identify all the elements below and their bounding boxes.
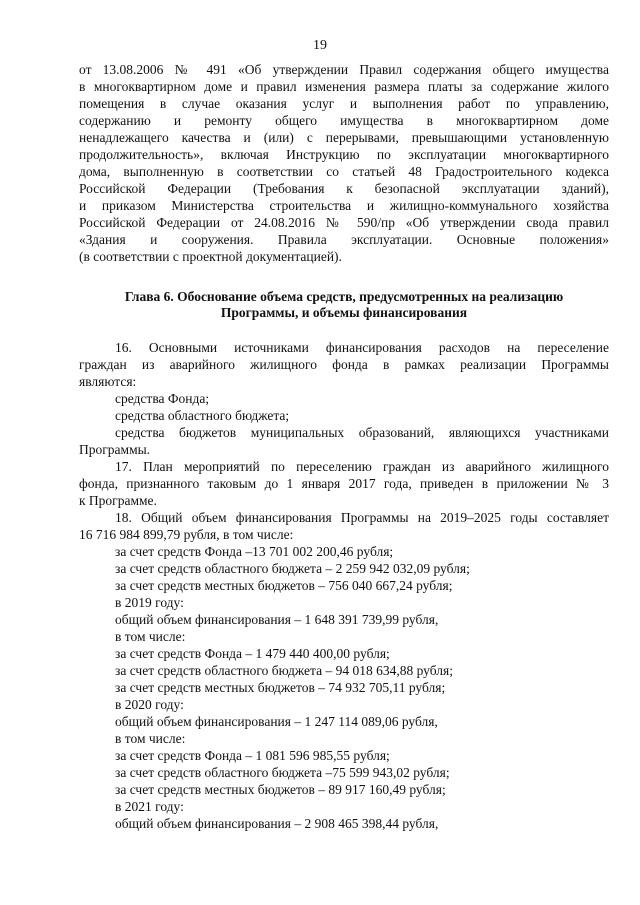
list-item: за счет средств местных бюджетов – 756 040 667,24 рубля; — [115, 578, 453, 593]
text-line: 16 716 984 899,79 рубля, в том числе: — [79, 527, 294, 542]
list-item: за счет средств местных бюджетов – 89 917 160,49 рубля; — [115, 782, 446, 797]
list-item: за счет средств областного бюджета – 94 018 634,88 рубля; — [115, 663, 453, 678]
text-line: фонда, признанного таковым до 1 января 2017 года, приведен в приложении № 3 — [79, 476, 609, 491]
list-item: средства Фонда; — [115, 391, 210, 406]
list-item: в 2021 году: — [115, 799, 184, 814]
document-body — [79, 61, 609, 832]
text-line: от 13.08.2006 № 491 «Об утверждении Правил содержания общего имущества — [79, 62, 609, 77]
list-item: за счет средств Фонда – 1 479 440 400,00 рубля; — [115, 646, 390, 661]
chapter-heading — [79, 289, 609, 321]
text-line: являются: — [79, 374, 137, 389]
chapter-heading-line: Глава 6. Обоснование объема средств, предусмотренных на реализацию — [124, 289, 564, 304]
text-line: «Здания и сооружения. Правила эксплуатации. Основные положения» — [79, 232, 609, 247]
list-item: в 2020 году: — [115, 697, 184, 712]
text-line: содержанию и ремонту общего имущества в многоквартирном доме — [79, 113, 609, 128]
text-line: 17. План мероприятий по переселению граждан из аварийного жилищного — [115, 459, 609, 474]
list-item: за счет средств Фонда –13 701 002 200,46 рубля; — [115, 544, 394, 559]
list-item: общий объем финансирования – 1 648 391 739,99 рубля, — [115, 612, 439, 627]
text-line: 16. Основными источниками финансирования расходов на переселение — [115, 340, 609, 355]
text-line: и приказом Министерства строительства и жилищно-коммунального хозяйства — [79, 198, 609, 213]
list-item: средства областного бюджета; — [115, 408, 290, 423]
text-line: дома, выполненную в соответствии со статьей 48 Градостроительного кодекса — [79, 164, 609, 179]
text-line: в многоквартирном доме и правил изменения размера платы за содержание жилого — [79, 79, 609, 94]
text-line: 18. Общий объем финансирования Программы на 2019–2025 годы составляет — [115, 510, 609, 525]
text-line: продолжительность», включая Инструкцию по эксплуатации многоквартирного — [79, 147, 609, 162]
text-line: к Программе. — [79, 493, 157, 508]
list-item: средства бюджетов муниципальных образований, являющихся участниками — [115, 425, 609, 440]
text-line: (в соответствии с проектной документацией). — [79, 249, 342, 264]
list-item: за счет средств Фонда – 1 081 596 985,55 рубля; — [115, 748, 390, 763]
text-line: Российской Федерации (Требования к безопасной эксплуатации зданий), — [79, 181, 609, 196]
list-item: за счет средств областного бюджета – 2 259 942 032,09 рубля; — [115, 561, 470, 576]
text-line: ненадлежащего качества и (или) с перерывами, превышающими установленную — [79, 130, 609, 145]
text-line: Программы. — [79, 442, 151, 457]
text-line: граждан из аварийного жилищного фонда в рамках реализации Программы — [79, 357, 609, 372]
list-item: общий объем финансирования – 1 247 114 089,06 рубля, — [115, 714, 438, 729]
paragraph-16 — [79, 339, 609, 458]
text-line: помещения в случае оказания услуг и выполнения работ по управлению, — [79, 96, 609, 111]
intro-paragraph — [79, 61, 609, 265]
text-line: Российской Федерации от 24.08.2016 № 590/пр «Об утверждении свода правил — [79, 215, 609, 230]
list-item: в том числе: — [115, 731, 186, 746]
list-item: в том числе: — [115, 629, 186, 644]
paragraph-18 — [79, 509, 609, 832]
paragraph-17 — [79, 458, 609, 509]
list-item: общий объем финансирования – 2 908 465 398,44 рубля, — [115, 816, 439, 831]
list-item: за счет средств местных бюджетов – 74 932 705,11 рубля; — [115, 680, 446, 695]
chapter-heading-line: Программы, и объемы финансирования — [220, 305, 468, 320]
list-item: в 2019 году: — [115, 595, 184, 610]
list-item: за счет средств областного бюджета –75 599 943,02 рубля; — [115, 765, 450, 780]
page-number: 19 — [313, 38, 327, 53]
